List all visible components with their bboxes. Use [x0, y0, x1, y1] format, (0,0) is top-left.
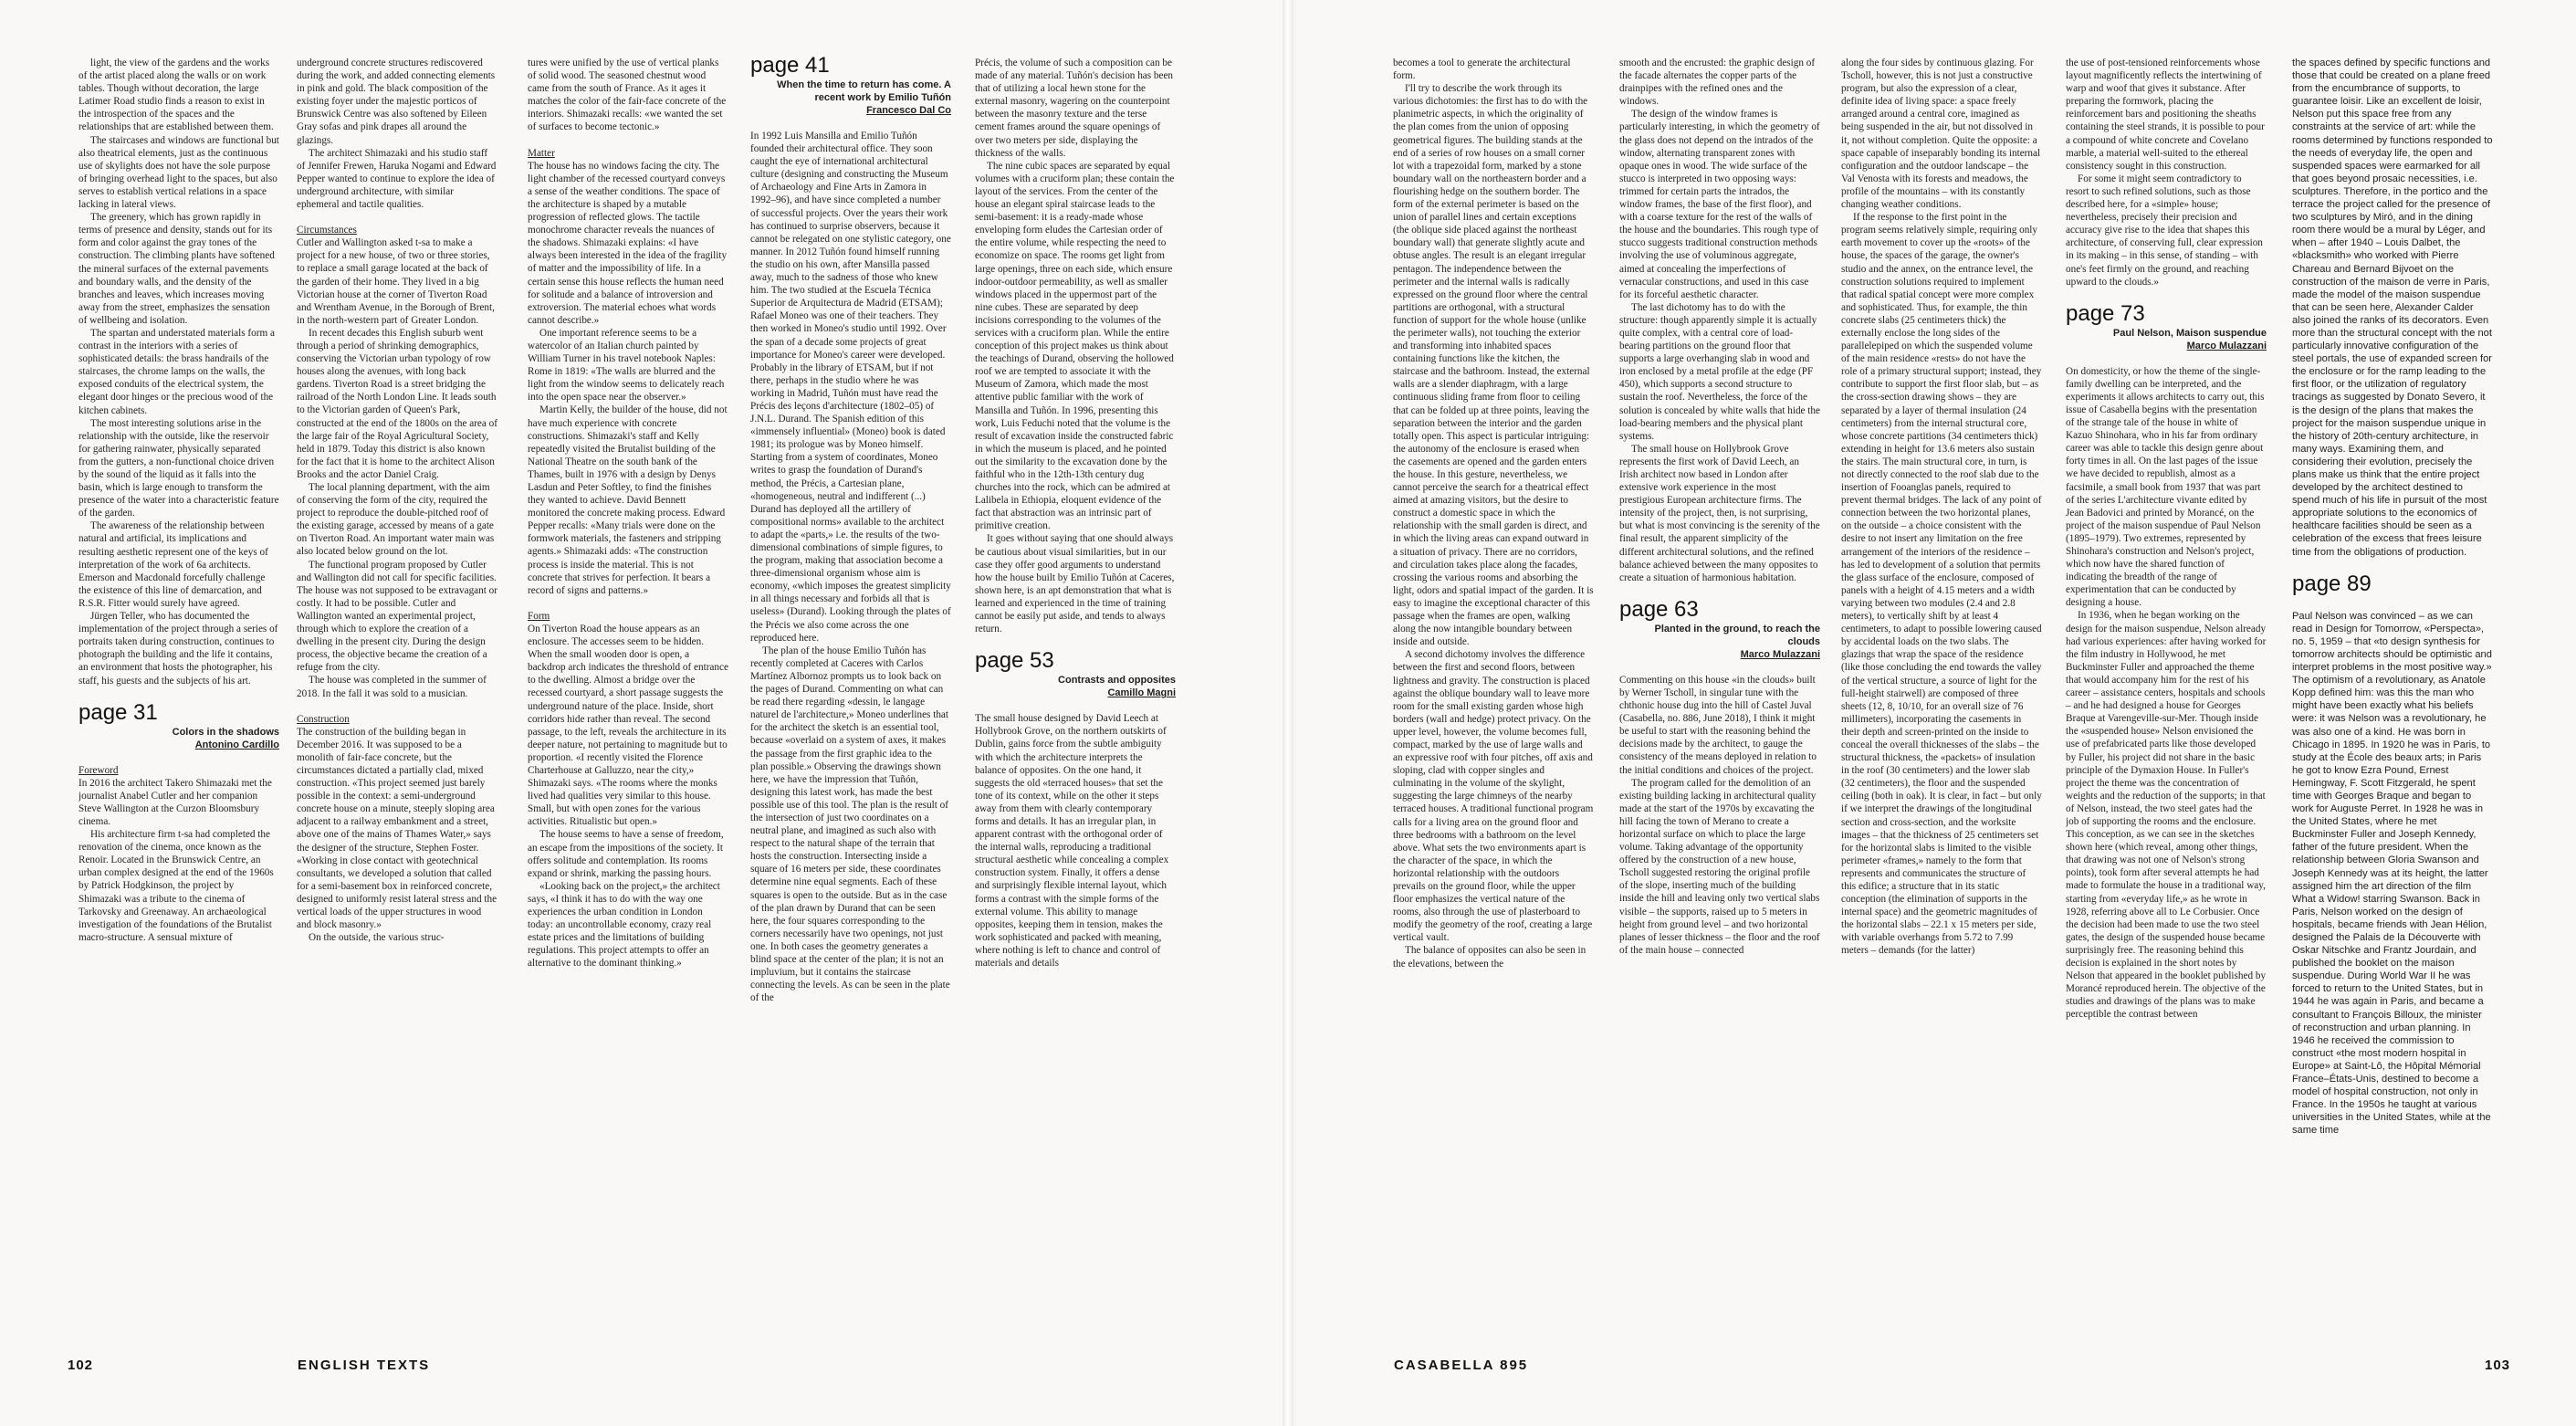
paragraph: The house seems to have a sense of freedom, an escape from the impositions of the society. It offers solitude and contemplation. Its rooms expand or shrink, marking the passing hours.	[528, 829, 724, 879]
paragraph: the spaces defined by specific functions and those that could be created on a plane freed from the encumbrance of supports, to guarantee loisir. Like an excellent de loisir, Nelson put this space free from any constraints at the service of art: while the rooms determined by functions responded to the needs of everyday life, the open and suspended spaces were earmarked for all that goes beyond prosaic necessities, i.e. sculptures. Therefore, in the portico and the terrace the project called for the presence of two sculptures by Miró, and in the dining room there would be a mural by Léger, and when – after 1940 – Louis Dalbet, the «blacksmith» who worked with Pierre Chareau and Bernard Bijvoet on the construction of the maison de verre in Paris, made the model of the maison suspendue that can be seen here, Alexander Calder also joined the ranks of its decorators. Even more than the structural concept with the not particularly innovative configuration of the steel portals, the use of expanded screen for the enclosure or for the ramp leading to the first floor, or the utilization of regulatory tracings as suggested by Donato Severo, it is the design of the plans that makes the project for the maison suspendue unique in the history of 20th-century architecture, in many ways. Examining them, and considering their evolution, precisely the plans make us think that the entire project developed by the architect destined to spend much of his life in pursuit of the most appropriate solutions to the economics of healthcare facilities should be seen as a celebration of the excess that frees leisure time from the obligations of production.	[2292, 58, 2493, 558]
section-page-41-author: Francesco Dal Co	[866, 105, 951, 116]
left-col-1-text	[79, 57, 279, 687]
section-page-41-heading: page 41	[750, 53, 830, 78]
right-col-4-nelson-text	[2066, 365, 2267, 1022]
paragraph: I'll try to describe the work through its various dichotomies: the first has to do with the planimetric aspects, in which the originality of the plan comes from the union of opposing geometrical figures. The building stands at the end of a series of row houses on a small corner lot with a trapezoidal form, marked by a stone boundary wall on the northeastern border and a flourishing hedge on the southern border. The form of the external perimeter is based on the union of parallel lines and certain exceptions (the oblique side placed against the northeast boundary wall) that generate slightly acute and obtuse angles. The result is an elegant irregular pentagon. The independence between the perimeter and the internal walls is radically expressed on the ground floor where the central partitions are orthogonal, with a structural function of support for the whole house (unlike the perimeter walls), not touching the exterior and transforming into inhabited spaces containing functions like the kitchen, the staircase and the bathroom. Instead, the external walls are a slender diaphragm, with a large continuous sliding frame from floor to ceiling that can be folded up at three points, leaving the separation between the interior and the garden totally open. This aspect is particular intriguing: the autonomy of the enclosure is erased when the casements are opened and the garden enters the house. In this gesture, nevertheless, we cannot perceive the search for a theatrical effect aimed at amazing visitors, but the desire to construct a domestic space in which the relationship with the small garden is direct, and in which the living areas can expand outward in a situation of privacy. There are no corridors, and circulation takes place along the facades, crossing the various rooms and absorbing the light, odors and spatial impact of the garden. It is easy to imagine the exceptional character of this passage when the frames are open, walking along the now intangible boundary between inside and outside.	[1393, 83, 1594, 648]
left-col-1	[79, 57, 279, 1358]
paragraph: The plan of the house Emilio Tuñón has recently completed at Caceres with Carlos Martínez Albornoz prompts us to look back on the pages of Durand. Commenting on what can be read there regarding «dessin, le langage naturel de l'architecture,» Moneo underlines that for the architect the sketch is an essential tool, because «overlaid on a system of axes, it makes the passage from the first graphic idea to the plan possible.» Observing the drawings shown here, we have the impression that Tuñón, designing this latest work, has made the best possible use of this tool. The plan is the result of the intersection of just two coordinates on a neutral plane, and imagined as such also with respect to the natural shape of the terrain that hosts the construction. Intersecting inside a square of 16 meters per side, these coordinates determine nine equal segments. Each of these squares is open to the outside. But as in the case of the plan drawn by Durand that can be seen here, the four squares corresponding to the corners necessarily have two openings, not just one. In both cases the geometry generates a blind space at the center of the plan; it is not an impluvium, but it contains the staircase connecting the levels. As can be seen in the plate of the	[750, 645, 950, 1004]
form-subhead: Form	[528, 610, 550, 622]
left-page	[0, 0, 1283, 1426]
paragraph: The house was completed in the summer of 2018. In the fall it was sold to a musician.	[297, 675, 487, 699]
paragraph: It goes without saying that one should always be cautious about visual similarities, but in our case they offer good arguments to understand how the house built by Emilio Tuñón at Caceres, shown here, is an apt demonstration that what is learned and experienced in the time of training cannot be easily put aside, and tends to always return.	[975, 533, 1175, 635]
paragraph: «Looking back on the project,» the architect says, «I think it has to do with the way one experiences the urban condition in London today: an uncontrollable economy, crazy real estate prices and the limitations of building regulations. This project attempts to offer an alternative to the dominant thinking.»	[528, 880, 720, 970]
paragraph: A second dichotomy involves the difference between the first and second floors, between lightness and gravity. The construction is placed against the oblique boundary wall to leave more room for the small existing garden whose high borders (wall and hedge) protect privacy. On the upper level, however, the volume becomes full, compact, marked by the use of large walls and an expressive roof with four pitches, off axis and sloping, clad with copper singles and culminating in the volume of the skylight, suggesting the large chimneys of the nearby terraced houses. A traditional functional program calls for a living area on the ground floor and three bedrooms with a bathroom on the level above. What sets the two environments apart is the character of the space, in which the horizontal relationship with the outdoors prevails on the ground floor, while the upper floor emphasizes the vertical nature of the rooms, also through the use of plasterboard to modify the geometry of the roof, creating a large vertical vault.	[1393, 649, 1594, 944]
right-col-3-text	[1841, 57, 2042, 958]
paragraph: The small house on Hollybrook Grove represents the first work of David Leech, an Irish architect now based in London after extensive work experience in the most prestigious European architecture firms. The intensity of the project, then, is not surprising, but what is most convincing is the serenity of the final result, the apparent simplicity of the different architectural solutions, and the refined balance achieved between the many opposites to create a situation of harmonious habitation.	[1619, 443, 1820, 583]
section-page-63-author: Marco Mulazzani	[1740, 648, 1820, 660]
paragraph: His architecture firm t-sa had completed the renovation of the cinema, once known as the Renoir. Located in the Brunswick Centre, an urban complex designed at the end of the 1960s by Patrick Hodgkinson, the project by Shimazaki was a tribute to the cinema of Tarkovsky and Greenaway. An archaeological investigation of the foundations of the Brutalist macro-structure. A sensual mixture of	[79, 829, 274, 943]
right-col-5-nelson-bio-text	[2292, 610, 2493, 1138]
paragraph: The last dichotomy has to do with the structure: though apparently simple it is actually quite complex, with a central core of load-bearing partitions on the ground floor that supports a large overhanging slab in wood and iron enclosed by a metal profile at the edge (PF 450), which supports a second structure to sustain the roof. Nevertheless, the force of the solution is concealed by white walls that hide the load-bearing members and the physical plant systems.	[1619, 301, 1820, 442]
paragraph: The greenery, which has grown rapidly in terms of presence and density, stands out for its form and color against the gray tones of the construction. The climbing plants have softened the mineral surfaces of the external pavements and boundary walls, and the density of the branches and leaves, which increases moving away from the street, emphasizes the sensation of wellbeing and isolation.	[79, 212, 275, 326]
construction-subhead: Construction	[297, 713, 350, 725]
paragraph: The local planning department, with the aim of conserving the form of the city, required the project to reproduce the double-pitched roof of the existing garage, accessed by means of a gate on Tiverton Road. An important water main was also located below ground on the lot.	[297, 482, 495, 558]
paragraph: Commenting on this house «in the clouds» built by Werner Tscholl, in singular tune with the chthonic house dug into the hill of Castel Juval (Casabella, no. 886, June 2018), I think it might be useful to start with the reasoning behind the decisions made by the architect, to gauge the consistency of the means deployed in relation to the initial conditions and choices of the project.	[1619, 674, 1817, 776]
section-page-31-title: Colors in the shadows	[172, 726, 279, 738]
section-page-53-author: Camillo Magni	[1107, 687, 1176, 699]
paragraph: On the outside, the various struc-	[309, 932, 445, 944]
paragraph: The architect Shimazaki and his studio staff of Jennifer Frewen, Haruka Nogami and Edward Pepper wanted to continue to explore the idea of underground architecture, with similar ephemeral and tactile qualities.	[297, 147, 497, 211]
paragraph: The awareness of the relationship between natural and artificial, its implications and resulting aesthetic represent one of the keys of interpretation of the work of 6a architects. Emerson and Macdonald forcefully challenge the existence of this line of demarcation, and R.S.R. Fitter would surely have agreed.	[79, 520, 268, 609]
left-page-number: 102	[68, 1358, 94, 1373]
left-col-3	[528, 57, 728, 1358]
paragraph: If the response to the first point in the program seems relatively simple, requiring only earth movement to cover up the «roots» of the house, the spaces of the garage, the owner's studio and the annex, on the entrance level, the construction solutions required to implement that radical spatial concept were more complex and sophisticated. Thus, for example, the thin concrete slabs (25 centimeters thick) the externally enclose the long sides of the parallelepiped on which the suspended volume of the main residence «rests» do not have the role of a primary structural support; instead, they contribute to support the first floor slab, but – as the cross-section drawing shows – they are separated by a layer of thermal insulation (24 centimeters) from the internal structural core, whose concrete partitions (34 centimeters thick) extending in height for 13.6 meters also sustain the stairs. The main structural core, in turn, is not directly connected to the roof slab due to the insertion of Fooanglas panels, required to prevent thermal bridges. The lack of any point of connection between the two horizontal planes, on the outside – a choice consistent with the desire to not insert any limitation on the free arrangement of the interiors of the residence – has led to development of a solution that permits the glass surface of the enclosure, composed of panels with a height of 4.15 meters and a width varying between two modules (2.4 and 2.8 meters), to vertically shift by at least 4 centimeters, to adapt to possible lowering caused by accidental loads on the two slabs. The glazings that wrap the space of the residence (like those concluding the end towards the valley of the vertical structure, a source of light for the full-height stairwell) are composed of three sheets (12, 8, 10/10, for an overall size of 76 millimeters), incorporating the casements in their depth and screen-printed on the inside to conceal the overall thicknesses of the slabs – the structural thickness, the «packets» of insulation in the roof (30 centimeters) and the lower slab (32 centimeters), the floor and the suspended ceiling (both in oak). It is clear, in fact – but only if we interpret the drawings of the longitudinal section and cross-section, and the worksite images – that the thickness of 25 centimeters set for the horizontal slabs is limited to the visible perimeter «frames,» namely to the form that represents and communicates the structure of this edifice; a structure that in its static conception (the elimination of supports in the internal space) and the geometric magnitudes of the horizontal slabs – 22.1 x 15 meters per side, with variable overhangs from 5.72 to 7.99 meters – demands (for the latter)	[1841, 212, 2042, 957]
section-page-53-heading: page 53	[975, 648, 1054, 674]
right-col-4	[2066, 57, 2267, 1358]
right-page	[1293, 0, 2576, 1426]
left-running-head: ENGLISH TEXTS	[298, 1358, 431, 1373]
paragraph: The construction of the building began in December 2016. It was supposed to be a monolith of fair-face concrete, but the circumstances dictated a partially clad, mixed construction. «This project seemed just barely possible in the context: a semi-underground concrete house on a minute, steeply sloping area adjacent to a railway embankment and a street, above one of the mains of Thames Water,» says the designer of the structure, Stephen Foster. «Working in close contact with geotechnical consultants, we developed a solution that called for a semi-basement box in reinforced concrete, designed to uniformly resist lateral stress and the vertical loads of the upper structures in wood and block masonry.»	[297, 726, 497, 931]
paragraph: Paul Nelson was convinced – as we can read in Design for Tomorrow, «Perspecta», no. 5, 1959 – that «to design synthesis for tomorrow architects should be optimistic and interpret problems in the most positive way.» The optimism of a revolutionary, as Anatole Kopp defined him: was this the man who might have been exactly what his beliefs were: it was Nelson was a revolutionary, he was also one of a kind. He was born in Chicago in 1895. In 1920 he was in Paris, to study at the École des beaux arts; in Paris he got to know Ezra Pound, Ernest Hemingway, F. Scott Fitzgerald, he spent time with Georges Braque and began to work for Auguste Perret. In 1928 he was in the United States, where he met Buckminster Fuller and Joseph Kennedy, father of the future president. When the relationship between Gloria Swanson and Joseph Kennedy was at its height, the latter assigned him the art direction of the film What a Widow! starring Swanson. Back in Paris, Nelson worked on the design of hospitals, became friends with Jean Hélion, designed the Palais de la Découverte with Oskar Nitschke and Frantz Jourdain, and published the booklet on the maison suspendue. During World War II he was forced to return to the United States, but in 1944 he was again in Paris, and became a consultant to François Billoux, the minister of reconstruction and urban planning. In 1946 he received the commission to construct «the most modern hospital in Europe» at Saint-Lô, the Hôpital Mémorial France–États-Unis, destined to become a model of hospital construction, not only in France. In the 1950s he taught at various universities in the United States, while at the same time	[2292, 610, 2492, 1137]
right-col-2-clouds-text	[1619, 674, 1820, 957]
right-col-3	[1841, 57, 2042, 1358]
section-page-89-heading: page 89	[2292, 571, 2372, 596]
paragraph: In 1992 Luis Mansilla and Emilio Tuñón founded their architectural office. They soon caught the eye of international architectural culture (designing and constructing the Museum of Archaeology and Fine Arts in Zamora in 1992–96), and have since completed a number of successful projects. Over the years their work has continued to surprise observers, because it cannot be relegated on one stylistic category, one manner. In 2012 Tuñón found himself running the studio on his own, after Mansilla passed away, much to the sadness of those who knew him. The two studied at the Escuela Técnica Superior de Arquitectura de Madrid (ETSAM); Rafael Moneo was one of their teachers. They then worked in Moneo's studio until 1992. Over the span of a decade some projects of great importance for Moneo's career were developed. Probably in the library of ETSAM, but if not there, perhaps in the studio where he was working in Madrid, Tuñón must have read the Précis des leçons d'architecture (1802–05) of J.N.L. Durand. The Spanish edition of this «immensely influential» (Moneo) book is dated 1981; its prologue was by Moneo himself. Starting from a system of coordinates, Moneo writes to grasp the foundation of Durand's method, the Précis, a Cartesian plane, «homogeneous, neutral and indifferent (...) Durand has deployed all the artillery of compositional norms» available to the architect to adapt the «parts,» i.e. the results of the two-dimensional combinations of simple figures, to the program, making that association become a three-dimensional organism whose aim is economy, «which imposes the greatest simplicity in all things necessary and forbids all that is useless» (Durand). Looking through the plates of the Précis we also come across the one reproduced here.	[750, 131, 951, 644]
foreword-subhead: Foreword	[79, 764, 119, 776]
paragraph: The spartan and understated materials form a contrast in the interiors with a series of sophisticated details: the brass handrails of the staircases, the chrome lamps on the walls, the exposed conduits of the electrical system, the elegant door hinges or the precious wood of the kitchen cabinets.	[79, 327, 275, 416]
paragraph: On domesticity, or how the theme of the single-family dwelling can be interpreted, and the experiments it allows architects to carry out, this issue of Casabella begins with the presentation of the strange tale of the house in white of Kazuo Shinohara, who in his far from ordinary career was able to tackle this design genre about forty times in all. On the last pages of the issue we have decided to republish, almost as a facsimile, a small book from 1937 that was part of the series L'architecture vivante edited by Jean Badovici and printed by Morancé, on the project of the maison suspendue of Paul Nelson (1895–1979). Two extremes, represented by Shinohara's construction and Nelson's project, which now have the shared function of indicating the breadth of the range of experimentation that can be conducted by designing a house.	[2066, 365, 2265, 609]
paragraph: becomes a tool to generate the architectural form.	[1393, 58, 1571, 82]
left-col-3-matter-text	[528, 160, 728, 597]
left-col-5	[975, 57, 1176, 1358]
paragraph: The balance of opposites can also be seen in the elevations, between the	[1393, 945, 1586, 970]
paragraph: On Tiverton Road the house appears as an enclosure. The accesses seem to be hidden. When the small wooden door is open, a backdrop arch indicates the threshold of entrance to the dwelling. Almost a bridge over the recessed courtyard, a short passage suggests the underground nature of the place. Inside, short corridors hide rather than reveal. The second passage, to the left, reveals the architecture in its deeper nature, not pertaining to magnitude but to proportion. «I recently visited the Florence Charterhouse at Galluzzo, near the city,» Shimazaki says. «The rooms where the monks lived had qualities very similar to this house. Small, but with open zones for the various activities. Ritualistic but open.»	[528, 623, 728, 828]
section-page-53-title: Contrasts and opposites	[1058, 675, 1176, 687]
paragraph: Martin Kelly, the builder of the house, did not have much experience with concrete constructions. Shimazaki's staff and Kelly repeatedly visited the Brutalist building of the National Theatre on the south bank of the Thames, built in 1976 with a design by Denys Lasdun and Peter Softley, to find the finishes they wanted to achieve. David Bennett monitored the concrete making process. Edward Pepper recalls: «Many trials were done on the formwork materials, the fasteners and stripping agents.» Shimazaki adds: «The construction process is inside the material. This is not concrete that strives for perfection. It bears a record of signs and patterns.»	[528, 404, 728, 596]
left-col-3-form-text	[528, 623, 728, 970]
section-page-31-author: Antonino Cardillo	[194, 739, 279, 750]
paragraph: The house has no windows facing the city. The light chamber of the recessed courtyard conveys a sense of the weather conditions. The space of the architecture is shaped by a mutable progression of reflected glows. The tactile monochrome character reveals the nuances of the shadows. Shimazaki explains: «I have always been interested in the idea of the fragility of matter and the impossibility of life. In a certain sense this house reflects the human need for solitude and a balance of introversion and extroversion. The material echoes what words cannot describe.»	[528, 160, 728, 326]
circumstances-subhead: Circumstances	[297, 225, 357, 236]
left-col-4	[750, 53, 951, 1354]
left-col-2-circumstances-text	[297, 236, 497, 699]
left-col-2	[297, 57, 497, 1358]
right-page-number: 103	[2485, 1358, 2511, 1373]
left-col-3-text	[528, 57, 728, 134]
paragraph: the use of post-tensioned reinforcements whose layout magnificently reflects the intertwining of warp and woof that gives it substance. After preparing the formwork, placing the reinforcement bars and positioning the sheaths containing the steel strands, it is possible to pour a compound of white concrete and Covelano marble, a material well-suited to the ethereal consistency sought in this construction.	[2066, 58, 2265, 172]
paragraph: tures were unified by the use of vertical planks of solid wood. The seasoned chestnut wood came from the south of France. As it ages it matches the color of the fair-face concrete of the interiors. Shimazaki recalls: «we wanted the set of surfaces to become tectonic.»	[528, 58, 727, 133]
paragraph: The design of the window frames is particularly interesting, in which the geometry of the glass does not depend on the intrados of the window, alternating transparent zones with opaque ones in wood. The wide surface of the stucco is interpreted in two opposing ways: trimmed for certain parts the intrados, the window frames, the base of the first floor), and with a coarse texture for the rest of the walls of the house and the boundaries. This rough type of stucco suggests traditional construction methods involving the use of voluminous aggregate, aimed at concealing the imperfections of vernacular constructions, and used in this case for its forceful aesthetic character.	[1619, 109, 1820, 300]
matter-subhead: Matter	[528, 147, 555, 159]
paragraph: In 1936, when he began working on the design for the maison suspendue, Nelson already had various experiences: after having worked for the film industry in Hollywood, he met Buckminster Fuller and approached the theme that would accompany him for the rest of his career – assistance centers, hospitals and schools – and he had designed a house for Georges Braque at Varengeville-sur-Mer. Though inside the «suspended house» Nelson envisioned the use of prefabricated parts like those developed by Fuller, his project did not share in the basic principle of the Dymaxion House. In Fuller's project the theme was the concentration of weights and the reduction of the supports; in that of Nelson, instead, the two steel gates had the job of supporting the rooms and the enclosure. This conception, as we can see in the sketches shown here (which reveal, among other things, that drawing was not one of Nelson's strong points), took form after several attempts he had made to formulate the house in a traditional way, starting from «everyday life,» as he wrote in 1928, referring above all to Le Corbusier. Once the decision had been made to use the two steel gates, the design of the suspended house became surprisingly free. The reasoning behind this decision is explained in the short notes by Nelson that appeared in the booklet published by Morancé reproduced herein. The objective of the studies and drawings of the plans was to make perceptible the contrast between	[2066, 610, 2267, 1021]
left-col-1-foreword-text	[79, 777, 279, 944]
paragraph: One important reference seems to be a watercolor of an Italian church painted by William Turner in his travel notebook Naples: Rome in 1819: «The walls are blurred and the light from the window seems to delicately reach into the open space near the observer.»	[528, 327, 725, 404]
section-page-41-title: When the time to return has come. A recent work by Emilio Tuñón	[777, 79, 951, 103]
section-page-63-heading: page 63	[1619, 596, 1699, 622]
right-col-4-text	[2066, 57, 2267, 288]
paragraph: light, the view of the gardens and the works of the artist placed along the walls or on work tables. Though without decoration, the large Latimer Road studio finds a reason to exist in the introspection of the spaces and the relationships that are established between them.	[79, 58, 274, 133]
paragraph: The staircases and windows are functional but also theatrical elements, just as the continuous use of skylights does not have the sole purpose of bringing overhead light to the spaces, but also serves to establish vertical relations in a space lacking in lateral views.	[79, 134, 279, 211]
paragraph: In recent decades this English suburb went through a period of shrinking demographics, conserving the Victorian urban typology of row houses along the avenues, with long back gardens. Tiverton Road is a street bridging the railroad of the North London Line. It leads south to the Victorian garden of Queen's Park, constructed at the end of the 1800s on the area of the large fair of the Royal Agricultural Society, held in 1879. Today this district is also known for the fact that it is home to the architect Alison Brooks and the actor Daniel Craig.	[297, 327, 497, 480]
section-page-63-title: Planted in the ground, to reach the clouds	[1654, 623, 1820, 647]
right-col-2-text	[1619, 57, 1820, 584]
section-page-31-heading: page 31	[79, 699, 158, 725]
paragraph: In 2016 the architect Takero Shimazaki met the journalist Anabel Cutler and her companion Steve Wallington at the Curzon Bloomsbury cinema.	[79, 777, 272, 827]
paragraph: smooth and the encrusted: the graphic design of the facade alternates the copper parts of the drainpipes with the refined ones and the windows.	[1619, 58, 1816, 108]
right-col-1-text	[1393, 57, 1594, 970]
left-col-5-text	[975, 57, 1176, 635]
section-page-73-author: Marco Mulazzani	[2186, 340, 2267, 351]
paragraph: The most interesting solutions arise in the relationship with the outside, like the reservoir for gathering rainwater, physically separated from the gutters, a non-functional choice driven by the sound of the liquid as it falls into the basin, which is large enough to transform the presence of the water into a characteristic feature of the garden.	[79, 417, 279, 519]
paragraph: The program called for the demolition of an existing building lacking in architectural quality made at the start of the 1970s by excavating the hill facing the town of Merano to create a horizontal surface on which to place the large volume. Taking advantage of the opportunity offered by the construction of a new house, Tscholl suggested restoring the original profile of the slope, inserting much of the building inside the hill and leaving only two vertical slabs visible – the supports, raised up to 5 meters in height from ground level – and two horizontal planes of lesser thickness – the floor and the roof of the main house – connected	[1619, 777, 1820, 956]
right-col-1	[1393, 57, 1594, 1358]
paragraph: Jürgen Teller, who has documented the implementation of the project through a series of portraits taken during construction, continues to photograph the building and the life it contains, an environment that hosts the photographer, his staff, his guests and the subjects of his art.	[79, 611, 278, 687]
left-col-2-text	[297, 57, 497, 211]
paragraph: Cutler and Wallington asked t-sa to make a project for a new house, of two or three stories, to replace a small garage located at the back of the garden of their home. They lived in a big Victorian house at the corner of Tiverton Road and Wrentham Avenue, in the Borough of Brent, in the north-western part of Greater London.	[297, 237, 495, 326]
paragraph: The nine cubic spaces are separated by equal volumes with a cruciform plan; these contain the layout of the services. From the center of the house an elegant spiral staircase leads to the semi-basement: it is a ready-made whose enveloping form eludes the Cartesian order of the entire volume, while respecting the need to economize on space. The rooms get light from large openings, three on each side, which ensure indoor-outdoor permeability, as well as smaller windows placed in the uppermost part of the nine cubes. These are separated by deep incisions corresponding to the volumes of the services with a cruciform plan. While the entire conception of this project makes us think about the teachings of Durand, observing the hollowed roof we are tempted to associate it with the Museum of Zamora, which made the most attentive public familiar with the work of Mansilla and Tuñón. In 1996, presenting this work, Luis Feduchi noted that the volume is the result of excavation inside the constructed fabric in which the museum is placed, and he pointed out the similarity to the excavation done by the faithful who in the 12th-13th century dug churches into the rock, which can be admired at Lalibela in Ethiopia, eloquent evidence of the fact that abstraction was an intrinsic part of primitive creation.	[975, 160, 1175, 532]
section-page-73-heading: page 73	[2066, 300, 2145, 326]
section-page-73-title: Paul Nelson, Maison suspendue	[2112, 327, 2267, 339]
right-col-5-text	[2292, 57, 2493, 559]
left-col-4-text	[750, 130, 951, 1004]
paragraph: along the four sides by continuous glazing. For Tscholl, however, this is not just a constructive program, but also the expression of a clear, definite idea of living space: a space freely arranged around a central core, imagined as being suspended in the air, but not dissolved in it, not without completion. Quite the opposite: a space capable of inseparably bonding its internal configuration and the outdoor landscape – the Val Venosta with its forests and meadows, the profile of the mountains – with its constantly changing weather conditions.	[1841, 58, 2041, 211]
paragraph: For some it might seem contradictory to resort to such refined solutions, such as those described here, for a «simple» house; nevertheless, precisely their precision and accuracy give rise to the idea that shapes this architecture, of conserving full, clear expression in its making – in this sense, of standing – with one's feet firmly on the ground, and reaching upward to the clouds.»	[2066, 173, 2263, 288]
right-running-head: CASABELLA 895	[1394, 1358, 1529, 1373]
paragraph: The small house designed by David Leech at Hollybrook Grove, on the northern outskirts of Dublin, gains force from the subtle ambiguity with which the architecture interprets the balance of opposites. On the one hand, it suggests the old «terraced houses» that set the tone of its context, while on the other it steps away from them with clearly contemporary forms and details. It has an irregular plan, in apparent contrast with the orthogonal order of the internal walls, reproducing a traditional structural aesthetic while concealing a complex construction system. Finally, it offers a dense and surprisingly flexible internal layout, which forms a contrast with the simple forms of the external volume. This ability to manage opposites, keeping them in tension, makes the work sophisticated and packed with meaning, where nothing is left to chance and control of materials and details	[975, 713, 1169, 969]
page-gutter	[1283, 0, 1293, 1426]
paragraph: The functional program proposed by Cutler and Wallington did not call for specific facilities. The house was not supposed to be extravagant or costly. It had to be possible. Cutler and Wallington wanted an experimental project, through which to explore the creation of a dwelling in the present city. During the design process, the objective became the creation of a refuge from the city.	[297, 559, 497, 674]
left-col-5-contrasts-text	[975, 712, 1176, 970]
paragraph: Précis, the volume of such a composition can be made of any material. Tuñón's decision has been that of utilizing a local hewn stone for the external masonry, wagering on the counterpoint between the masonry texture and the terse cement frames around the square openings of over two meters per side, displaying the thickness of the walls.	[975, 58, 1174, 159]
right-col-2	[1619, 57, 1820, 1358]
right-col-5	[2292, 57, 2493, 1358]
left-col-2-construction-text	[297, 726, 497, 945]
paragraph: underground concrete structures rediscovered during the work, and added connecting elements in pink and gold. The black composition of the existing foyer under the majestic porticos of Brunswick Centre was also softened by Eileen Gray sofas and pink drapes all around the glazings.	[297, 58, 496, 146]
